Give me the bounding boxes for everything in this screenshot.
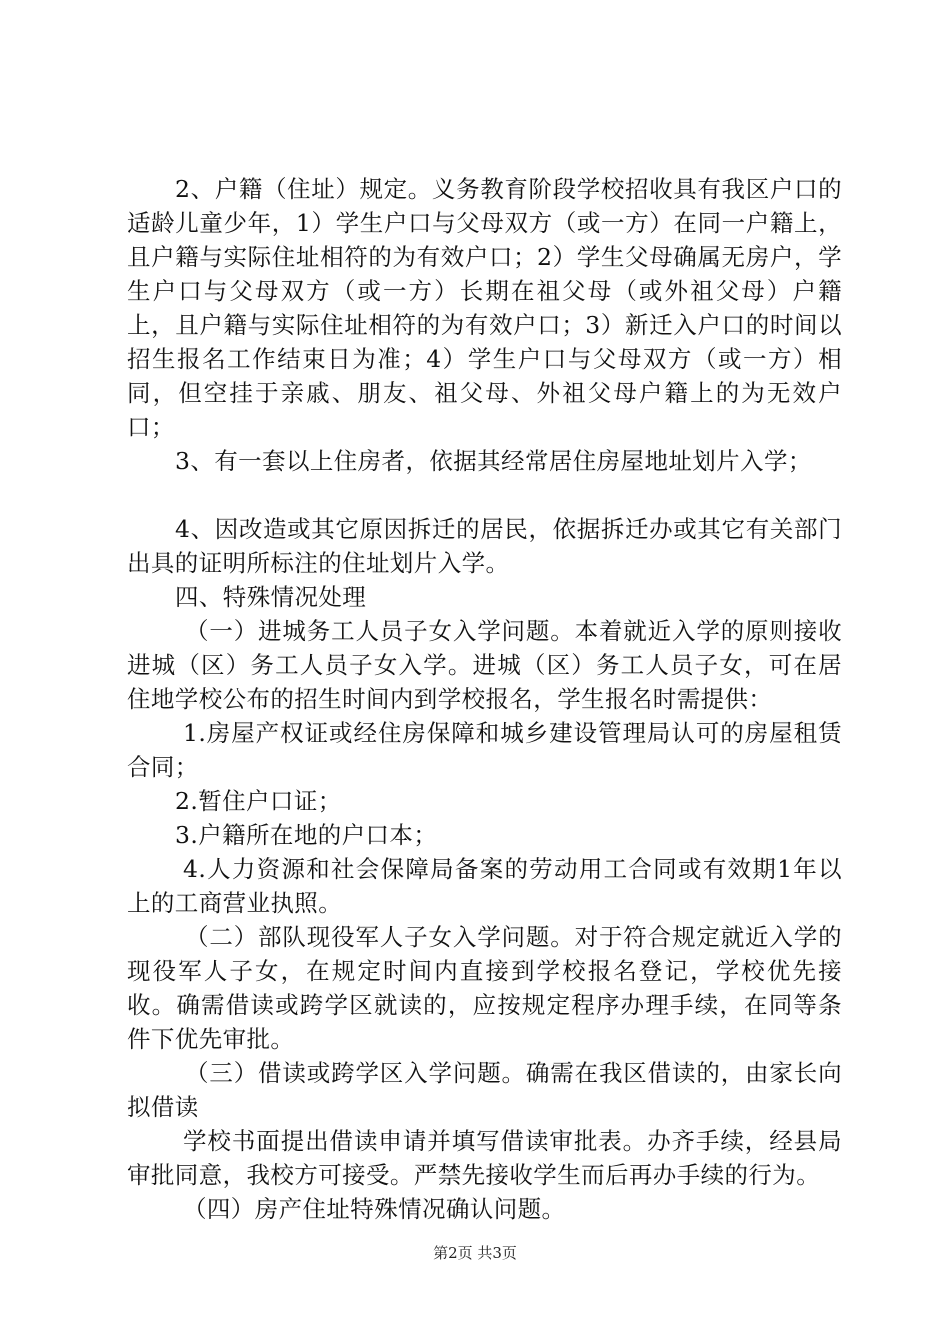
list-item-residence-permit: 2.暂住户口证； <box>175 787 342 815</box>
document-body <box>127 172 842 1226</box>
paragraph-relocation: 4、因改造或其它原因拆迁的居民，依据拆迁办或其它有关部门出具的证明所标注的住址划片入学。 <box>127 515 842 577</box>
list-item-property-certificate: 1.房屋产权证或经住房保障和城乡建设管理局认可的房屋租赁合同； <box>127 719 842 781</box>
paragraph-transfer-enrollment: （三）借读或跨学区入学问题。确需在我区借读的，由家长向拟借读 <box>127 1059 842 1121</box>
paragraph-migrant-workers: （一）进城务工人员子女入学问题。本着就近入学的原则接收进城（区）务工人员子女入学。进城（区）务工人员子女，可在居住地学校公布的招生时间内到学校报名，学生报名时需提供： <box>127 617 842 713</box>
list-item-labor-contract: 4.人力资源和社会保障局备案的劳动用工合同或有效期1年以上的工商营业执照。 <box>127 855 842 917</box>
paragraph-household-rules: 2、户籍（住址）规定。义务教育阶段学校招收具有我区户口的适龄儿童少年，1）学生户口与父母双方（或一方）在同一户籍上，且户籍与实际住址相符的为有效户口；2）学生父母确属无房户，学生户口与父母双方（或一方）长期在祖父母（或外祖父母）户籍上，且户籍与实际住址相符的为有效户口；3）新迁入户口的时间以招生报名工作结束日为准；4）学生户口与父母双方（或一方）相同，但空挂于亲戚、朋友、祖父母、外祖父母户籍上的为无效户口； <box>127 175 842 441</box>
list-item-household-book: 3.户籍所在地的户口本； <box>175 821 438 849</box>
page-footer: 第2页 共3页 <box>433 1244 517 1262</box>
section-heading-special-cases: 四、特殊情况处理 <box>175 583 367 611</box>
paragraph-multiple-homes: 3、有一套以上住房者，依据其经常居住房屋地址划片入学； <box>175 447 812 475</box>
paragraph-military-children: （二）部队现役军人子女入学问题。对于符合规定就近入学的现役军人子女，在规定时间内直接到学校报名登记，学校优先接收。确需借读或跨学区就读的，应按规定程序办理手续，在同等条件下优先审批。 <box>127 923 842 1053</box>
paragraph-property-special-cases: （四）房产住址特殊情况确认问题。 <box>183 1195 566 1223</box>
paragraph-transfer-application: 学校书面提出借读申请并填写借读审批表。办齐手续，经县局审批同意，我校方可接受。严禁先接收学生而后再办手续的行为。 <box>127 1127 842 1189</box>
